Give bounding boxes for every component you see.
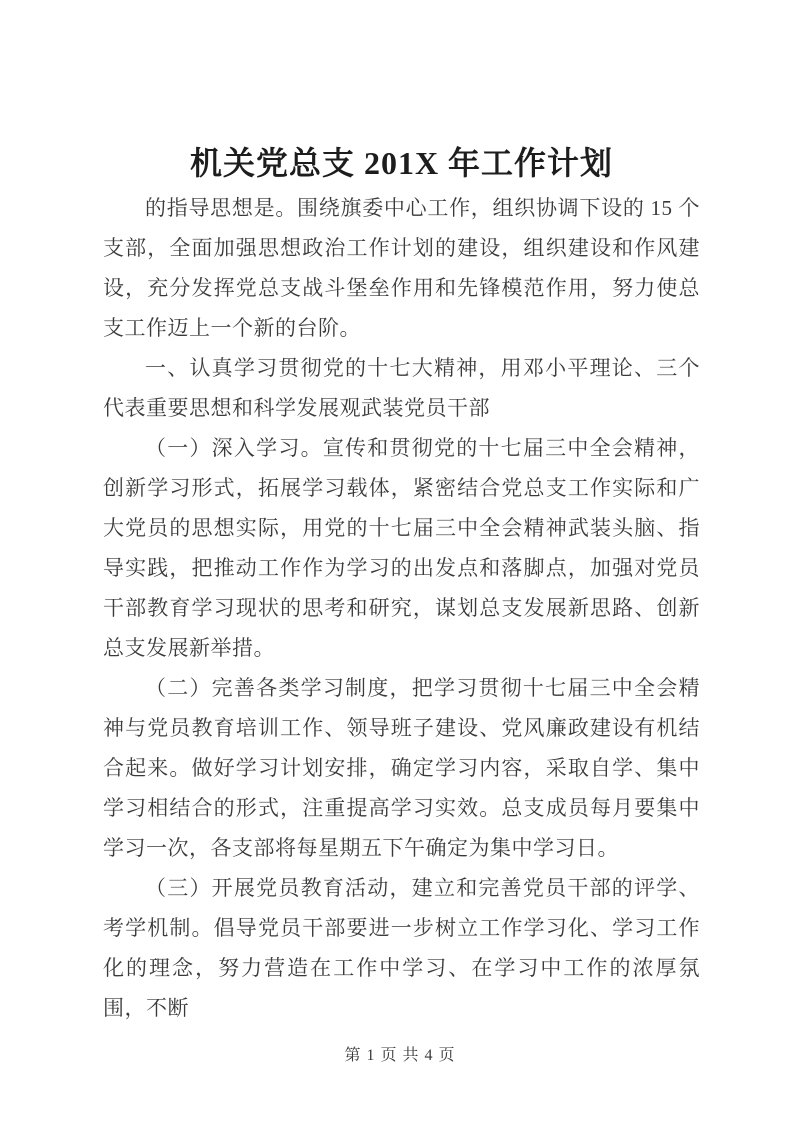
page-number-label: 第 1 页 共 4 页 [344,1047,456,1064]
paragraph-item-2: （二）完善各类学习制度，把学习贯彻十七届三中全会精神与党员教育培训工作、领导班子建设、党风廉政建设有机结合起来。做好学习计划安排，确定学习内容，采取自学、集中学习相结合的形式，注重提高学习实效。总支成员每月要集中学习一次，各支部将每星期五下午确定为集中学习日。 [103,676,700,860]
paragraph-item-3: （三）开展党员教育活动，建立和完善党员干部的评学、考学机制。倡导党员干部要进一步树立工作学习化、学习工作化的理念，努力营造在工作中学习、在学习中工作的浓厚氛围，不断 [103,876,700,1020]
document-title: 机关党总支 201X 年工作计划 [189,145,614,181]
page-footer [0,1042,800,1065]
paragraph-section-one-heading: 一、认真学习贯彻党的十七大精神，用邓小平理论、三个代表重要思想和科学发展观武装党员干部 [103,356,700,420]
paragraph-intro: 的指导思想是。围绕旗委中心工作，组织协调下设的 15 个支部，全面加强思想政治工作计划的建设，组织建设和作风建设，充分发挥党总支战斗堡垒作用和先锋模范作用，努力使总支工作迈上一个新的台阶。 [103,196,700,340]
document-content [103,138,700,1028]
paragraph-item-1: （一）深入学习。宣传和贯彻党的十七届三中全会精神，创新学习形式，拓展学习载体，紧密结合党总支工作实际和广大党员的思想实际，用党的十七届三中全会精神武装头脑、指导实践，把推动工作作为学习的出发点和落脚点，加强对党员干部教育学习现状的思考和研究，谋划总支发展新思路、创新总支发展新举措。 [103,436,700,660]
